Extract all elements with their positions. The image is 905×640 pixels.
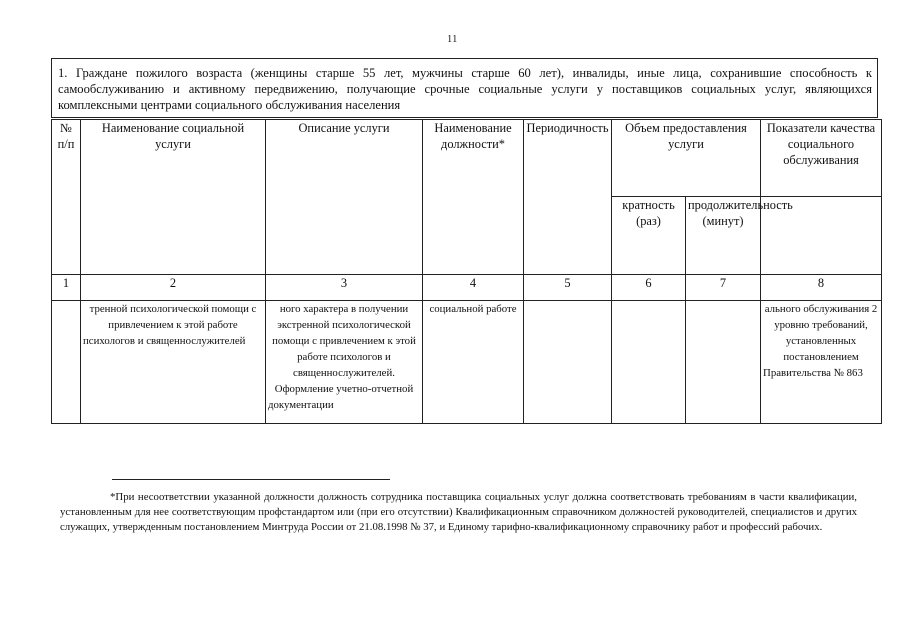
row-periodicity xyxy=(524,301,612,424)
column-number: 7 xyxy=(686,275,761,301)
header-periodicity: Периодичность xyxy=(524,120,612,275)
services-table xyxy=(51,119,882,424)
header-num: № п/п xyxy=(52,120,81,275)
column-number: 1 xyxy=(52,275,81,301)
row-service-name: тренной психологической помощи с привлечением к этой работе психологов и священнослужителей xyxy=(81,301,266,424)
page-number: 11 xyxy=(447,34,458,45)
footnote-separator xyxy=(112,479,390,480)
header-service-name: Наименование социальной услуги xyxy=(81,120,266,275)
column-number: 6 xyxy=(612,275,686,301)
column-number: 5 xyxy=(524,275,612,301)
header-row xyxy=(52,120,882,197)
header-quality: Показатели качества социального обслуживания xyxy=(761,120,882,197)
row-quality: ального обслуживания 2 уровню требований, установленных постановлением Правительства № 863 xyxy=(761,301,882,424)
row-num xyxy=(52,301,81,424)
header-volume: Объем предоставления услуги xyxy=(612,120,761,197)
table-row xyxy=(52,301,882,424)
column-number-row xyxy=(52,275,882,301)
column-number: 2 xyxy=(81,275,266,301)
row-description: ного характера в получении экстренной психологической помощи с привлечением к этой работе психологов и священнослужителей. Оформление учетно-отчетной документации xyxy=(266,301,423,424)
header-description: Описание услуги xyxy=(266,120,423,275)
column-number: 4 xyxy=(423,275,524,301)
row-duration xyxy=(686,301,761,424)
row-position: социальной работе xyxy=(423,301,524,424)
column-number: 3 xyxy=(266,275,423,301)
header-frequency: кратность (раз) xyxy=(612,196,686,274)
category-heading: 1. Граждане пожилого возраста (женщины старше 55 лет, мужчины старше 60 лет), инвалиды, иные лица, сохранившие способность к самообслуживанию и активному передвижению, получающие срочные социальные услуги у поставщиков социальных услуг, являющихся комплексными центрами социального обслуживания населения xyxy=(51,58,878,118)
header-position: Наименование должности* xyxy=(423,120,524,275)
header-duration: продолжительность (минут) xyxy=(686,196,761,274)
row-frequency xyxy=(612,301,686,424)
footnote: *При несоответствии указанной должности должность сотрудника поставщика социальных услуг должна соответствовать требованиям в части квалификации, установленным для нее соответствующим профстандартом или (при его отсутствии) Квалификационным справочником должностей руководителей, специалистов и других служащих, утвержденным постановлением Минтруда России от 21.08.1998 № 37, и Единому тарифно-квалификационному справочнику работ и профессий рабочих. xyxy=(60,491,857,533)
column-number: 8 xyxy=(761,275,882,301)
